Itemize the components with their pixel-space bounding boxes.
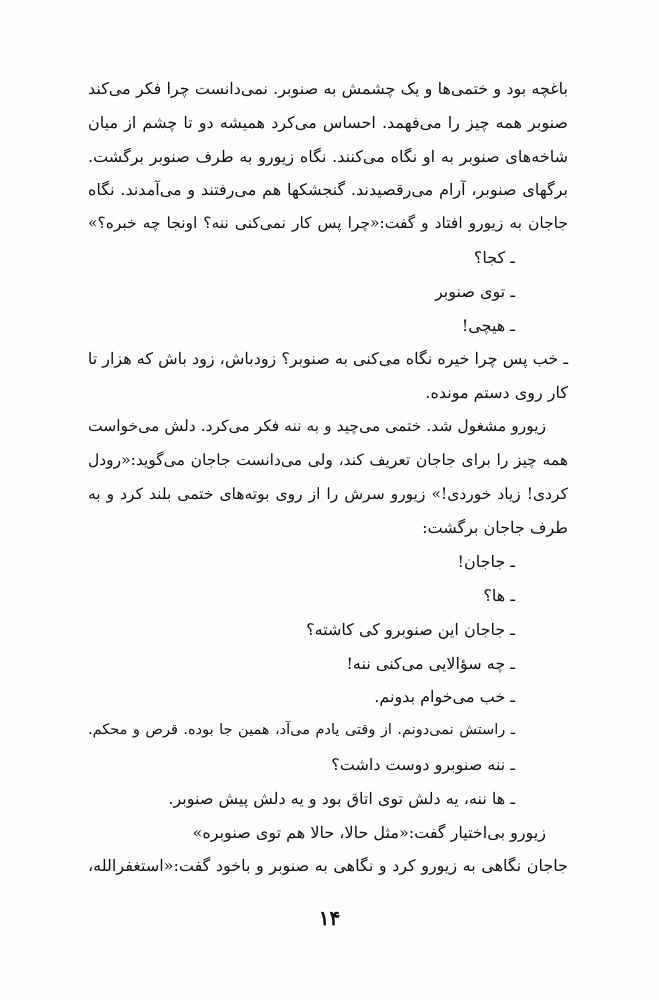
dialogue-line: ـ ننه صنوبرو دوست داشت؟: [331, 754, 515, 774]
dialogue-line: ـ جاجان!: [457, 552, 515, 572]
dialogue-line: ـ ها؟: [483, 585, 515, 605]
text-line: برگهای صنوبر، آرام می‌رقصیدند. گنجشکها هم می‌رفتند و می‌آمدند. نگاه: [88, 180, 569, 200]
dialogue-line: ـ چه سؤالایی می‌کنی ننه!: [346, 653, 515, 673]
dialogue-line: ـ خب می‌خوام بدونم.: [374, 687, 515, 707]
dialogue-line: ـ خب پس چرا خیره نگاه می‌کنی به صنوبر؟ زودباش، زود باش که هزار تا: [87, 349, 568, 369]
text-line: زیورو مشغول شد. ختمی می‌چید و به ننه فکر می‌کرد. دلش می‌خواست: [88, 416, 546, 435]
text-line: زیورو بی‌اختیار گفت:«مثل حالا، حالا هم توی صنوبره»: [192, 822, 546, 842]
text-line: باغچه بود و ختمی‌ها و یک چشمش به صنوبر. نمی‌دانست چرا فکر می‌کند: [88, 79, 568, 98]
text-line: همه چیز را برای جاجان تعریف کند، ولی می‌دانست جاجان می‌گوید:«رودل: [88, 450, 568, 469]
body-text: [88, 72, 568, 883]
dialogue-line: ـ ها ننه، یه دلش توی اتاق بود و یه دلش پیش صنوبر.: [168, 788, 515, 808]
dialogue-line: ـ کجا؟: [473, 247, 515, 267]
text-line: طرف جاجان برگشت:: [422, 518, 568, 538]
dialogue-line: ـ توی صنوبر: [434, 281, 515, 301]
text-line: شاخه‌های صنوبر به او نگاه می‌کنند. نگاه زیورو به طرف صنوبر برگشت.: [88, 146, 568, 166]
text-line: کردی! زیاد خوردی!» زیورو سرش را از روی بوته‌های ختمی بلند کرد و به: [88, 484, 568, 503]
dialogue-line: ـ راستش نمی‌دونم. از وقتی یادم می‌آد، همین جا بوده. قرص و محکم.: [88, 722, 515, 739]
page-number: ۱۴: [318, 906, 341, 930]
dialogue-line: ـ جاجان این صنوبرو کی کاشته؟: [306, 619, 515, 639]
dialogue-line: ـ هیچی!: [461, 315, 515, 335]
text-line: صنوبر همه چیز را می‌فهمد. احساس می‌کرد همیشه دو تا چشم از میان: [88, 112, 568, 132]
text-line: جاجان به زیورو افتاد و گفت:«چرا پس کار نمی‌کنی ننه؟ اونجا چه خبره؟»: [88, 214, 568, 233]
text-line: کار روی دستم مونده.: [425, 383, 568, 403]
text-line: جاجان نگاهی به زیورو کرد و نگاهی به صنوبر و باخود گفت:«استغفرالله،: [88, 856, 568, 876]
